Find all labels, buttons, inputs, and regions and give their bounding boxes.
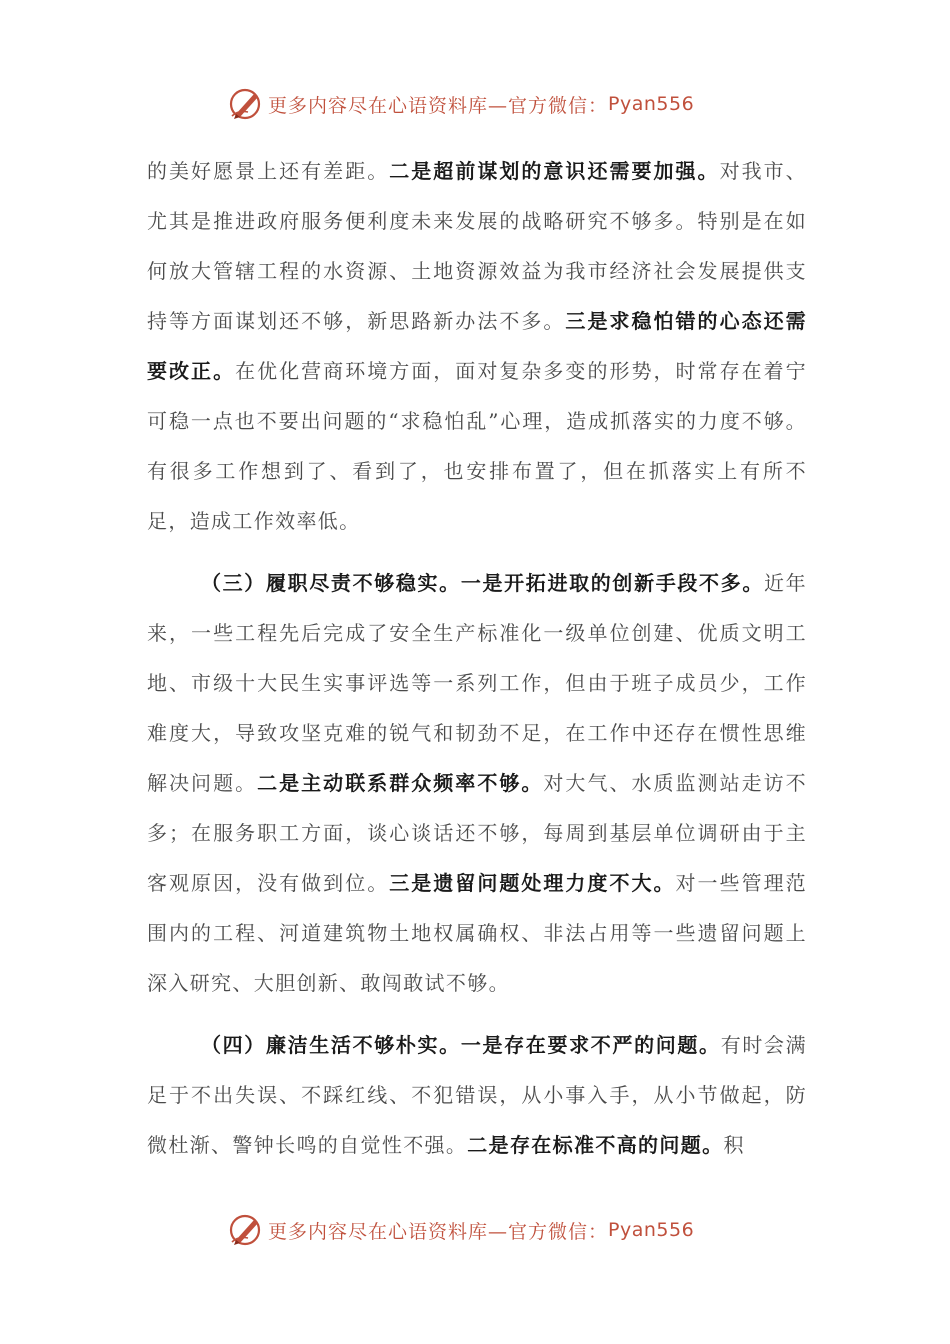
- watermark-footer: [228, 1210, 694, 1250]
- paragraph-1: [147, 146, 807, 546]
- watermark-text: 更多内容尽在心语资料库—官方微信：: [268, 1220, 609, 1243]
- text-run: 积: [723, 1133, 745, 1157]
- document-body: [147, 146, 807, 1170]
- bold-heading: 一是开拓进取的创新手段不多。: [460, 571, 764, 595]
- bold-heading: 二是主动联系群众频率不够。: [257, 771, 544, 795]
- bold-heading: 三是求稳怕错的心态还需要改正。: [147, 309, 807, 383]
- bold-heading: 一是存在要求不严的问题。: [460, 1033, 721, 1057]
- pen-logo-icon: [228, 86, 264, 122]
- text-run: 对我市、尤其是推进政府服务便利度未来发展的战略研究不够多。特别是在如何放大管辖工程的水资源、土地资源效益为我市经济社会发展提供支持等方面谋划还不够，新思路新办法不多。: [147, 159, 807, 333]
- pen-logo-icon: [228, 1212, 264, 1248]
- section-heading: （四）廉洁生活不够朴实。: [201, 1033, 461, 1057]
- watermark-header: [228, 84, 694, 124]
- bold-heading: 三是遗留问题处理力度不大。: [389, 871, 676, 895]
- watermark-id: Pyan556: [608, 1219, 695, 1241]
- watermark-id: Pyan556: [608, 93, 695, 115]
- watermark-text: 更多内容尽在心语资料库—官方微信：: [268, 94, 609, 117]
- bold-heading: 二是超前谋划的意识还需要加强。: [389, 159, 720, 183]
- text-run: 对大气、水质监测站走访不多；在服务职工方面，谈心谈话还不够，每周到基层单位调研由于主客观原因，没有做到位。: [147, 771, 807, 895]
- paragraph-3: [147, 1020, 807, 1170]
- section-heading: （三）履职尽责不够稳实。: [201, 571, 461, 595]
- text-run: 的美好愿景上还有差距。: [147, 159, 390, 183]
- paragraph-2: [147, 558, 807, 1008]
- text-run: 近年来，一些工程先后完成了安全生产标准化一级单位创建、优质文明工地、市级十大民生实事评选等一系列工作，但由于班子成员少，工作难度大，导致攻坚克难的锐气和韧劲不足，在工作中还存在惯性思维解决问题。: [147, 571, 808, 795]
- text-run: 在优化营商环境方面，面对复杂多变的形势，时常存在着宁可稳一点也不要出问题的“求稳怕乱”心理，造成抓落实的力度不够。有很多工作想到了、看到了，也安排布置了，但在抓落实上有所不足，造成工作效率低。: [147, 359, 807, 533]
- text-run: 有时会满足于不出失误、不踩红线、不犯错误，从小事入手，从小节做起，防微杜渐、警钟长鸣的自觉性不强。: [147, 1033, 807, 1157]
- text-run: 对一些管理范围内的工程、河道建筑物土地权属确权、非法占用等一些遗留问题上深入研究、大胆创新、敢闯敢试不够。: [147, 871, 807, 995]
- bold-heading: 二是存在标准不高的问题。: [467, 1133, 724, 1157]
